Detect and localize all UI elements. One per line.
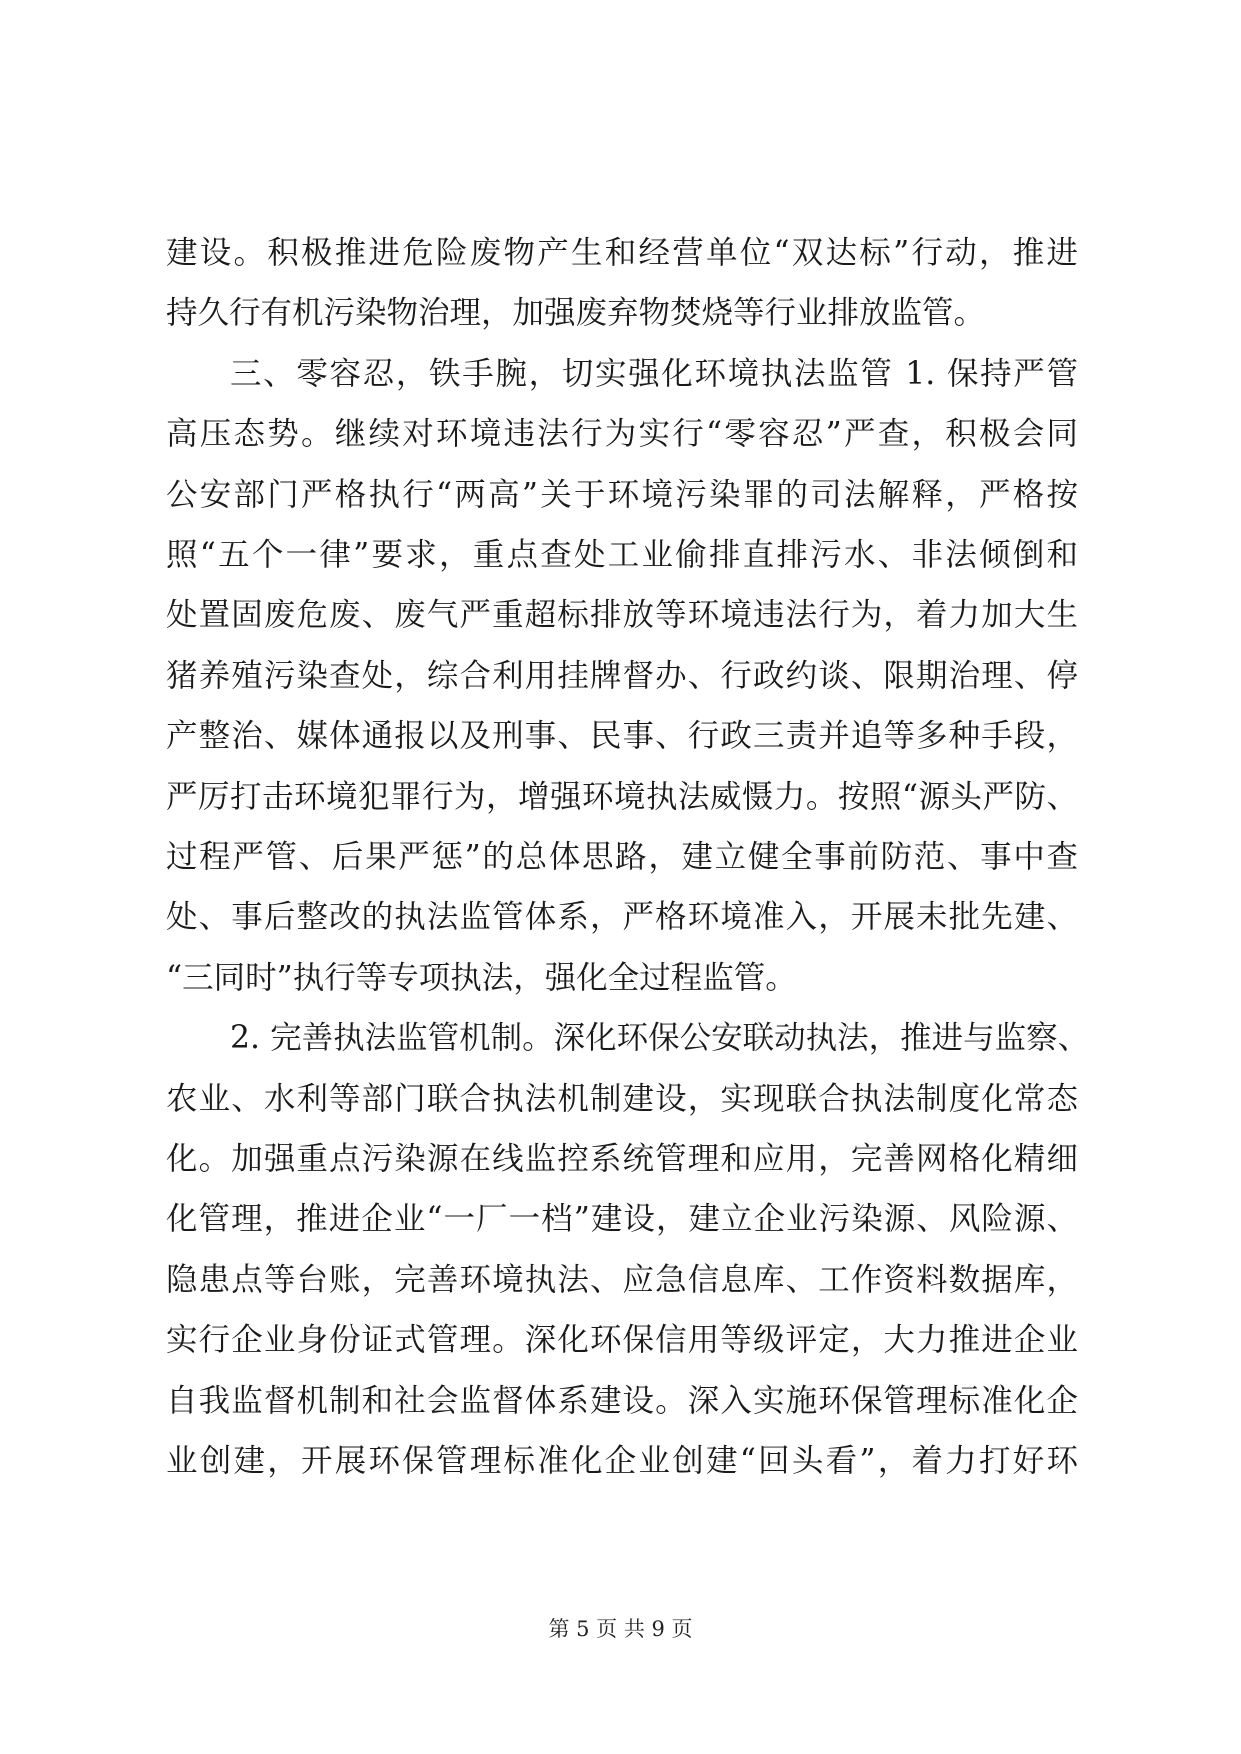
text-line: 产整治、媒体通报以及刑事、民事、行政三责并追等多种手段， xyxy=(166,718,1078,755)
text-line: 严厉打击环境犯罪行为，增强环境执法威慑力。按照“源头严防、 xyxy=(166,778,1078,815)
text-line: 业创建，开展环保管理标准化企业创建“回头看”，着力打好环 xyxy=(166,1443,1078,1479)
text-line: 实行企业身份证式管理。深化环保信用等级评定，大力推进企业 xyxy=(166,1322,1078,1359)
text-line: 公安部门严格执行“两高”关于环境污染罪的司法解释，严格按 xyxy=(166,476,1078,513)
text-line: “三同时”执行等专项执法，强化全过程监管。 xyxy=(166,959,797,996)
text-line: 过程严管、后果严惩”的总体思路，建立健全事前防范、事中查 xyxy=(166,839,1078,875)
text-line: 化管理，推进企业“一厂一档”建设，建立企业污染源、风险源、 xyxy=(166,1201,1078,1238)
text-line: 照“五个一律”要求，重点查处工业偷排直排污水、非法倾倒和 xyxy=(166,537,1078,573)
page-footer: 第 5 页 共 9 页 xyxy=(548,1617,693,1641)
text-line: 建设。积极推进危险废物产生和经营单位“双达标”行动，推进 xyxy=(166,235,1078,271)
text-line: 处、事后整改的执法监管体系，严格环境准入，开展未批先建、 xyxy=(166,899,1078,936)
text-line: 高压态势。继续对环境违法行为实行“零容忍”严查，积极会同 xyxy=(166,416,1078,453)
text-line: 自我监督机制和社会监督体系建设。深入实施环保管理标准化企 xyxy=(166,1382,1078,1419)
text-line: 2. 完善执法监管机制。深化环保公安联动执法，推进与监察、 xyxy=(230,1020,1090,1057)
text-line: 处置固废危废、废气严重超标排放等环境违法行为，着力加大生 xyxy=(166,597,1078,634)
text-line: 持久行有机污染物治理，加强废弃物焚烧等行业排放监管。 xyxy=(166,295,986,332)
text-line: 猪养殖污染查处，综合利用挂牌督办、行政约谈、限期治理、停 xyxy=(166,657,1078,694)
text-line: 隐患点等台账，完善环境执法、应急信息库、工作资料数据库， xyxy=(166,1261,1078,1298)
text-line: 化。加强重点污染源在线监控系统管理和应用，完善网格化精细 xyxy=(166,1141,1078,1177)
text-line: 农业、水利等部门联合执法机制建设，实现联合执法制度化常态 xyxy=(166,1080,1078,1117)
text-line: 三、零容忍，铁手腕，切实强化环境执法监管 1. 保持严管 xyxy=(230,355,1078,392)
